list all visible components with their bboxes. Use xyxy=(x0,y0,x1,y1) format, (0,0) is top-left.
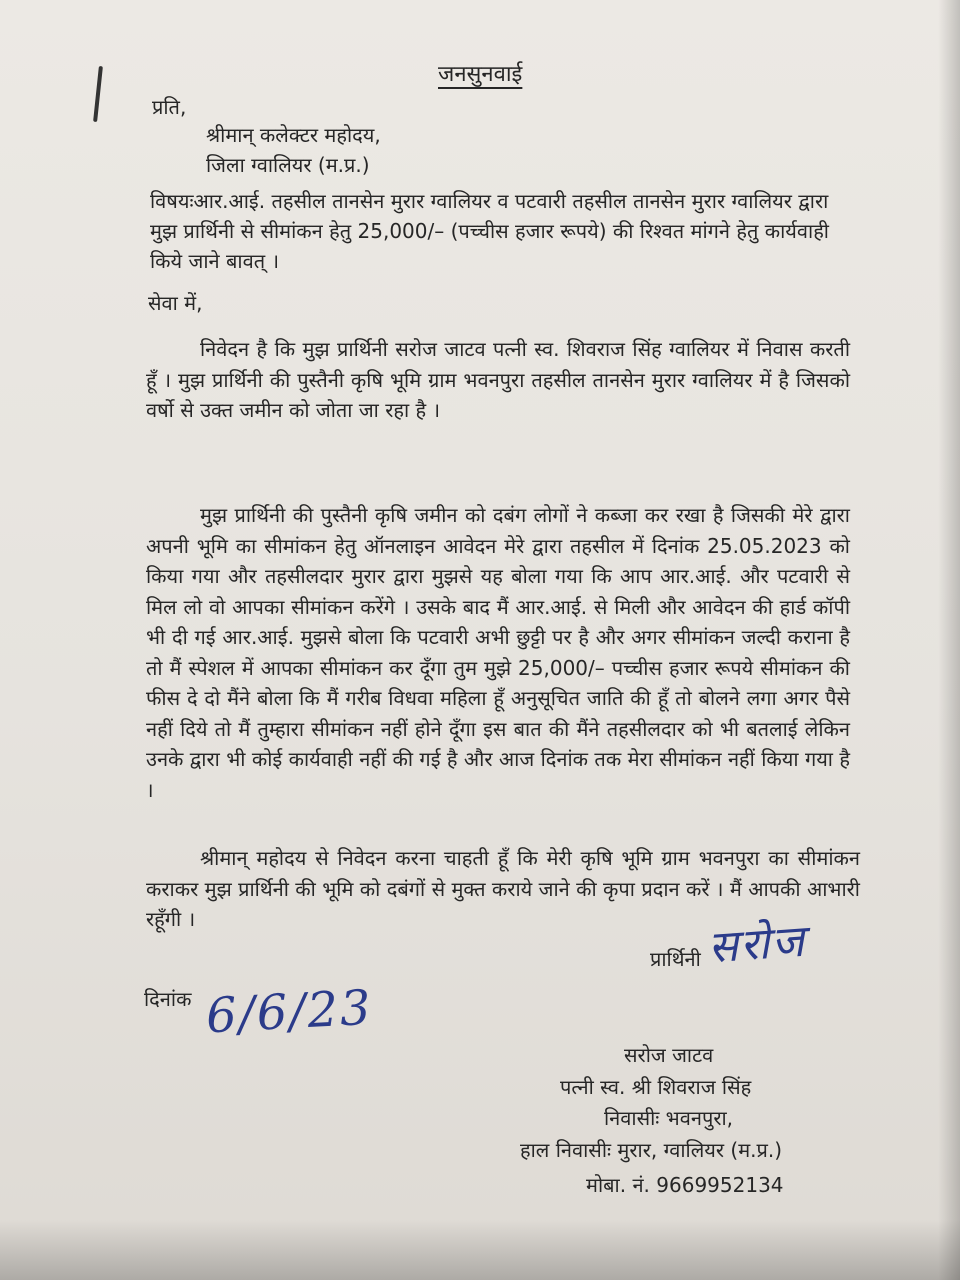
pen-tick-mark xyxy=(93,66,103,122)
paragraph-2: मुझ प्रार्थिनी की पुस्तैनी कृषि जमीन को दबंग लोगों ने कब्जा कर रखा है जिसकी मेरे द्वारा अपनी भूमि का सीमांकन हेतु ऑनलाइन आवेदन मेरे द्वारा तहसील में दिनांक 25.05.2023 को किया गया और तहसीलदार मुरार द्वारा मुझसे यह बोला गया कि आप आर.आई. और पटवारी से मिल लो वो आपका सीमांकन करेंगे । उसके बाद मैं आर.आई. से मिली और आवेदन की हार्ड कॉपी भी दी गई आर.आई. मुझसे बोला कि पटवारी अभी छुट्टी पर है और अगर सीमांकन जल्दी कराना है तो मैं स्पेशल में आपका सीमांकन कर दूँगा तुम मुझे 25,000/– पच्चीस हजार रूपये सीमांकन की फीस दे दो मैंने बोला कि मैं गरीब विधवा महिला हूँ अनुसूचित जाति की हूँ तो बोलने लगा अगर पैसे नहीं दिये तो मैं तुम्हारा सीमांकन नहीं होने दूँगा इस बात की मैंने तहसीलदार को भी बतलाई लेकिन उनके द्वारा भी कोई कार्यवाही नहीं की गई है और आज दिनांक तक मेरा सीमांकन नहीं किया गया है । xyxy=(146,503,850,802)
subject-text: आर.आई. तहसील तानसेन मुरार ग्वालियर व पटवारी तहसील तानसेन मुरार ग्वालियर द्वारा मुझ प्रार्थिनी से सीमांकन हेतु 25,000/– (पच्चीस हजार रूपये) की रिश्वत मांगने हेतु कार्यवाही किये जाने बावत् । xyxy=(150,189,829,273)
applicant-label: प्रार्थिनी xyxy=(650,947,701,971)
handwritten-date: 6/6/23 xyxy=(204,979,374,1045)
addressee-line-2: जिला ग्वालियर (म.प्र.) xyxy=(206,153,370,177)
sender-residence: निवासीः भवनपुरा, xyxy=(604,1106,734,1130)
salutation: प्रति, xyxy=(152,95,187,119)
greeting: सेवा में, xyxy=(148,291,203,315)
sender-current-address: हाल निवासीः मुरार, ग्वालियर (म.प्र.) xyxy=(520,1138,783,1162)
date-label: दिनांक xyxy=(144,987,192,1011)
paragraph-1: निवेदन है कि मुझ प्रार्थिनी सरोज जाटव पत्नी स्व. शिवराज सिंह ग्वालियर में निवास करती हूँ । मुझ प्रार्थिनी की पुस्तैनी कृषि भूमि ग्राम भवनपुरा तहसील तानसेन मुरार ग्वालियर में है जिसको वर्षो से उक्त जमीन को जोता जा रहा है । xyxy=(146,337,850,422)
paragraph-3: श्रीमान् महोदय से निवेदन करना चाहती हूँ कि मेरी कृषि भूमि ग्राम भवनपुरा का सीमांकन कराकर मुझ प्रार्थिनी की भूमि को दबंगों से मुक्त कराये जाने की कृपा प्रदान करें । मैं आपकी आभारी रहूँगी । xyxy=(146,846,860,931)
sender-mobile: मोबा. नं. 9669952134 xyxy=(586,1173,784,1197)
page-edge-shadow-bottom xyxy=(0,1220,960,1280)
addressee-line-1: श्रीमान् कलेक्टर महोदय, xyxy=(206,123,381,147)
sender-name: सरोज जाटव xyxy=(624,1043,714,1067)
subject xyxy=(150,186,850,276)
document-title: जनसुनवाई xyxy=(438,62,523,87)
handwritten-signature: सरोज xyxy=(706,915,808,974)
sender-relation: पत्नी स्व. श्री शिवराज सिंह xyxy=(560,1075,752,1099)
page-edge-shadow-right xyxy=(938,0,960,1280)
subject-label: विषयः xyxy=(150,189,194,213)
